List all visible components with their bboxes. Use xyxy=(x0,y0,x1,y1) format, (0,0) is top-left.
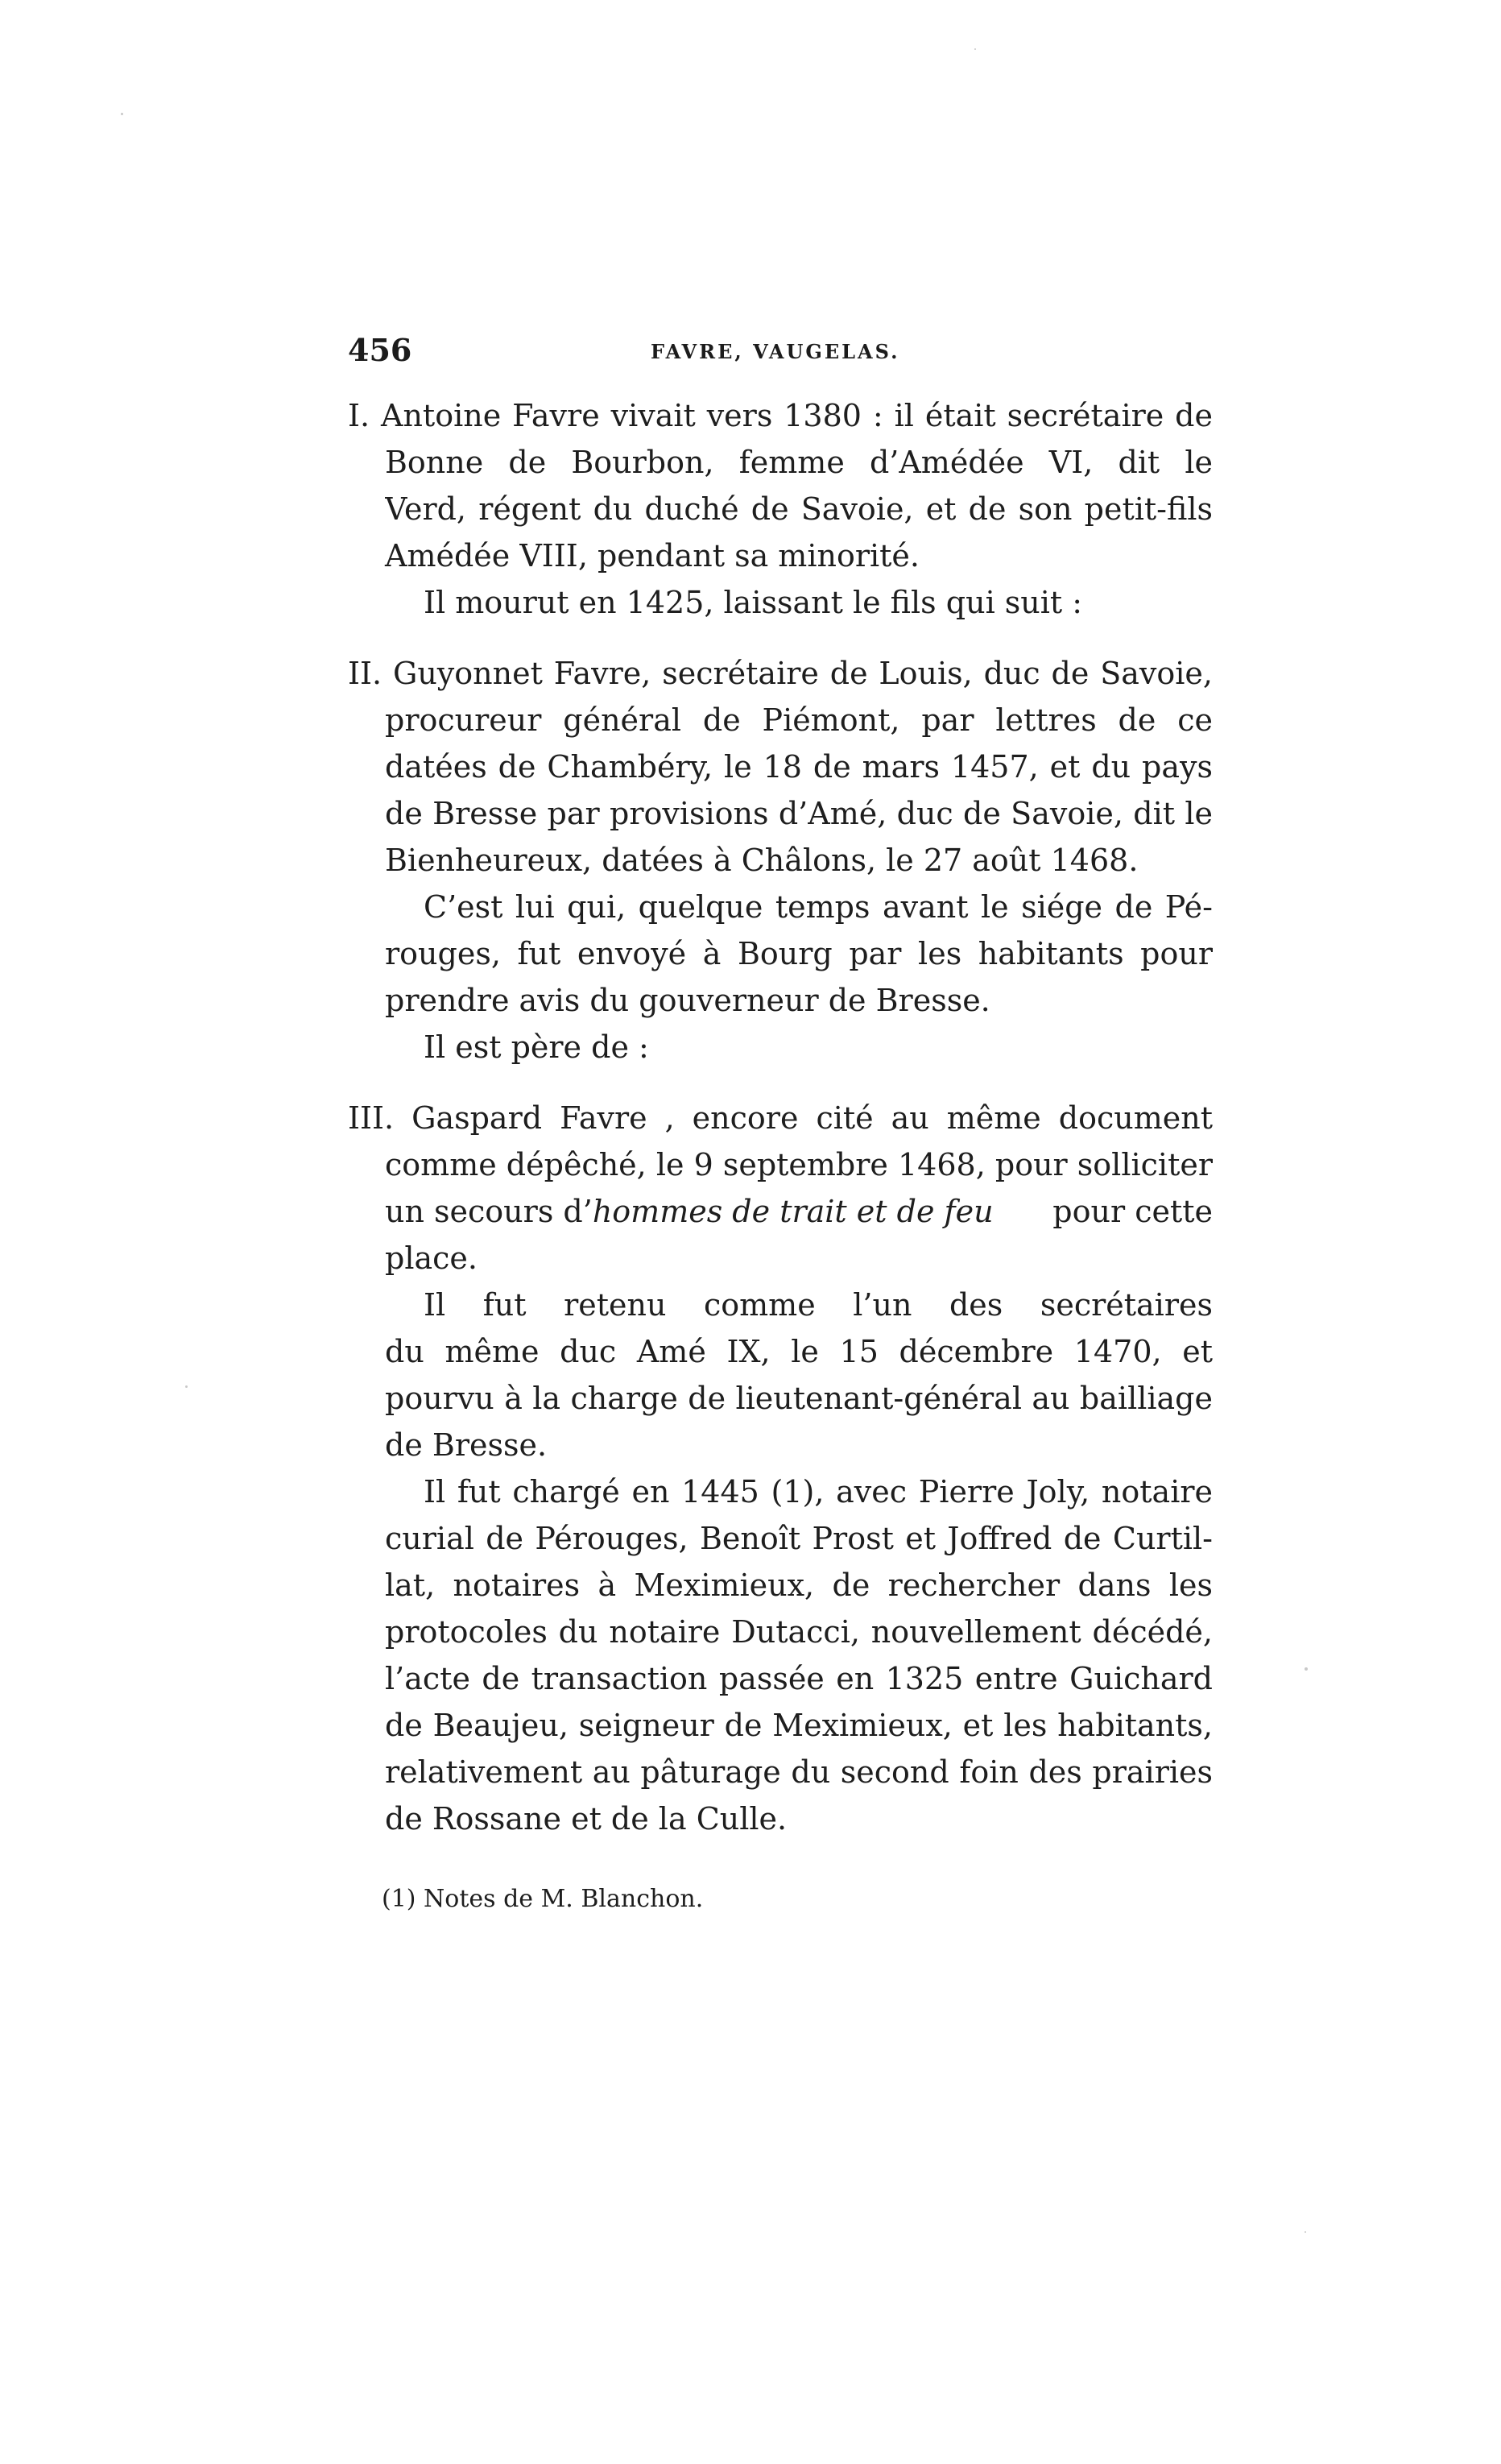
text-line: Amédée VIII, pendant sa minorité. xyxy=(385,538,920,574)
text-line: prendre avis du gouverneur de Bresse. xyxy=(385,983,990,1018)
text-line: curial de Pérouges, Benoît Prost et Joffred de Curtil- xyxy=(385,1521,1213,1556)
text-line: du même duc Amé IX, le 15 décembre 1470, et xyxy=(385,1334,1213,1369)
footnote: (1) Notes de M. Blanchon. xyxy=(382,1885,704,1913)
text-line: Il fut chargé en 1445 (1), avec Pierre Joly, notaire xyxy=(424,1474,1213,1509)
text-line: Il mourut en 1425, laissant le fils qui suit : xyxy=(424,585,1083,620)
page-header xyxy=(348,332,1201,380)
text-line: procureur général de Piémont, par lettres de ce xyxy=(385,702,1213,738)
text-line: Il est père de : xyxy=(424,1029,649,1065)
scan-speck xyxy=(1305,1667,1308,1671)
text-line: Bonne de Bourbon, femme d’Amédée VI, dit le xyxy=(385,445,1213,480)
text-line: Il fut retenu comme l’un des secrétaires xyxy=(424,1287,1213,1323)
text-line: de Bresse par provisions d’Amé, duc de Savoie, dit le xyxy=(385,796,1213,831)
text-line: rouges, fut envoyé à Bourg par les habitants pour xyxy=(385,936,1213,971)
text-line: relativement au pâturage du second foin des prairies xyxy=(385,1754,1213,1790)
scan-speck xyxy=(974,48,976,50)
text-line: lat, notaires à Meximieux, de rechercher dans les xyxy=(385,1567,1213,1603)
text-line: de Bresse. xyxy=(385,1427,548,1463)
text-line: de Beaujeu, seigneur de Meximieux, et les habitants, xyxy=(385,1708,1213,1743)
text-line: I. Antoine Favre vivait vers 1380 : il était secrétaire de xyxy=(348,398,1213,433)
page-number: 456 xyxy=(348,332,412,368)
text-line: II. Guyonnet Favre, secrétaire de Louis, duc de Savoie, xyxy=(348,656,1213,691)
text-line: de Rossane et de la Culle. xyxy=(385,1801,788,1837)
running-head: FAVRE, VAUGELAS. xyxy=(651,340,900,363)
text-line: Verd, régent du duché de Savoie, et de son petit-fils xyxy=(385,491,1213,527)
text-line: datées de Chambéry, le 18 de mars 1457, et du pays xyxy=(385,749,1213,785)
italic-phrase: hommes de trait et de feu xyxy=(592,1194,994,1229)
text-line-mixed xyxy=(385,1192,1213,1231)
text-line: C’est lui qui, quelque temps avant le siége de Pé- xyxy=(424,889,1213,925)
scan-speck xyxy=(185,1385,188,1388)
text-line: III. Gaspard Favre , encore cité au même document xyxy=(348,1100,1213,1136)
scan-speck xyxy=(1305,2231,1306,2233)
scan-speck xyxy=(121,113,123,115)
text-segment: pour cette xyxy=(1043,1194,1213,1229)
text-line: l’acte de transaction passée en 1325 entre Guichard xyxy=(385,1661,1213,1696)
text-line: pourvu à la charge de lieutenant-général au bailliage xyxy=(385,1381,1213,1416)
text-line: comme dépêché, le 9 septembre 1468, pour solliciter xyxy=(385,1147,1213,1182)
text-line: Bienheureux, datées à Châlons, le 27 août 1468. xyxy=(385,843,1139,878)
text-segment: un secours d’ xyxy=(385,1194,593,1229)
text-line: place. xyxy=(385,1240,478,1276)
text-line: protocoles du notaire Dutacci, nouvellement décédé, xyxy=(385,1614,1213,1650)
